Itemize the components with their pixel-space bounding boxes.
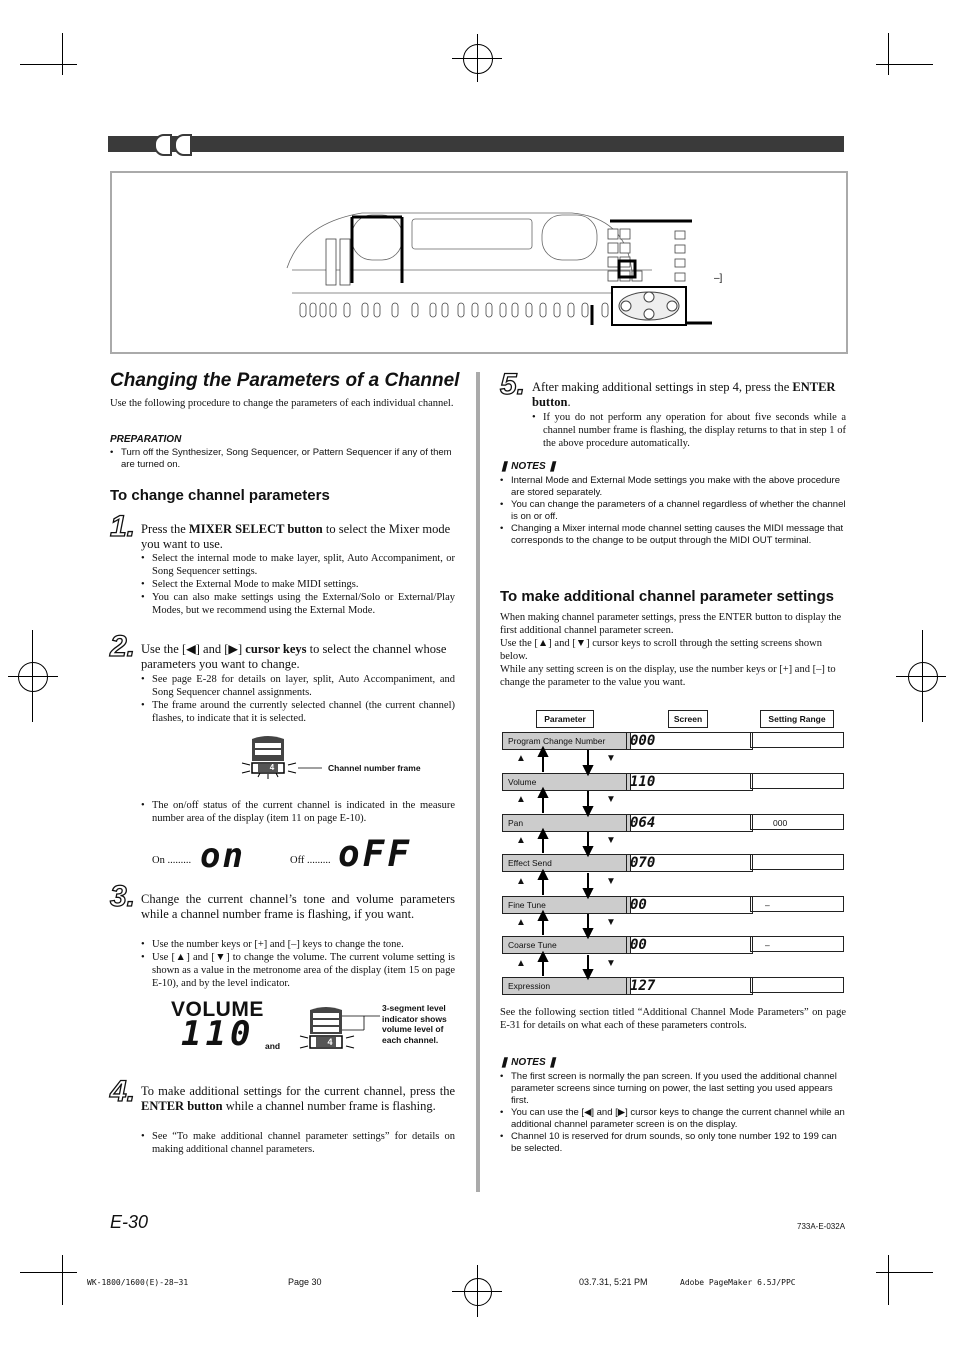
- level-frame-number: 4: [327, 1037, 333, 1047]
- additional-paragraph: Use the [▲] and [▼] cursor keys to scroll through the setting screens shown below.: [500, 638, 823, 662]
- down-arrow-icon: ▼: [606, 835, 616, 846]
- step-2-bullet: • See page E-28 for details on layer, split, Auto Accompaniment, and Song Sequencer channel assignments.: [141, 673, 455, 699]
- volume-label: VOLUME: [171, 998, 264, 1021]
- down-arrow-icon: ▼: [606, 958, 616, 969]
- step-2-bullet: • The frame around the currently selected channel (the current channel) flashes, to indicate that it is selected.: [141, 699, 455, 725]
- footer-app: Adobe PageMaker 6.5J/PPC: [680, 1278, 796, 1287]
- on-lcd: on: [200, 836, 245, 876]
- page-number: E-30: [110, 1212, 149, 1232]
- param-name-cell: Fine Tune: [502, 896, 631, 914]
- param-range-cell: 000: [750, 814, 844, 830]
- and-label: and: [265, 1041, 281, 1051]
- header-screen: Screen: [668, 710, 708, 728]
- param-range-cell: –: [750, 936, 844, 952]
- page-title: Changing the Parameters of a Channel: [110, 370, 460, 391]
- param-name-cell: Program Change Number: [502, 732, 631, 750]
- param-name-cell: Pan: [502, 814, 631, 832]
- level-indicator-graphic: [294, 1004, 384, 1056]
- notes-1-item: • Changing a Mixer internal mode channel setting causes the MIDI message that corresponds to the change to be output through the MIDI OUT terminal.: [500, 523, 846, 547]
- notes-1-label-text: NOTES: [511, 461, 546, 472]
- step-1-bullets: [141, 552, 455, 617]
- step-2-bold: cursor keys: [245, 642, 307, 656]
- up-arrow-icon: ▲: [516, 753, 526, 764]
- notes-1-item: • You can change the parameters of a channel regardless of whether the channel is on or off.: [500, 499, 846, 523]
- step-3-text: Change the current channel’s tone and volume parameters while a channel number frame is flashing, if you want.: [141, 892, 455, 921]
- notes-2-item: • The first screen is normally the pan screen. If you used the additional channel parameter screens since turning on power, the last setting you used appears first.: [500, 1071, 846, 1107]
- footer-page: Page 30: [288, 1277, 322, 1287]
- step-5-bullet: • If you do not perform any operation for about five seconds while a channel number frame is flashing, the display returns to that in step 1 of the above procedure automatically.: [532, 411, 846, 450]
- keyboard-illustration: [112, 173, 846, 352]
- param-screen-cell: 00: [626, 896, 753, 914]
- additional-paragraphs: [500, 611, 846, 689]
- param-name-cell: Volume: [502, 773, 631, 791]
- param-screen-cell: 070: [626, 854, 753, 872]
- step-5-post: .: [567, 395, 571, 409]
- step-2-bullet: • The on/off status of the current channel is indicated in the measure number area of the display (item 11 on page E-10).: [141, 799, 455, 825]
- step-2-text: [141, 642, 455, 672]
- volume-lcd: 110: [181, 1014, 255, 1054]
- step-5-text: [532, 380, 846, 410]
- step-2-bullets-2: [141, 799, 455, 825]
- step-3-bullet: • Use [▲] and [▼] to change the volume. The current volume setting is shown as a value in the metronome area of the display (item 15 on page E-10), and by the level indicator.: [141, 951, 455, 990]
- notes-2-item: • You can use the [◀] and [▶] cursor keys to change the current channel while an additional channel parameter screen is on the display.: [500, 1107, 846, 1131]
- param-range-cell: –: [750, 896, 844, 912]
- header-tab: [174, 134, 192, 156]
- notes-2-item: • Channel 10 is reserved for drum sounds, so only tone number 192 to 199 can be selected.: [500, 1131, 846, 1155]
- step-5-bold: ENTER button: [532, 380, 836, 409]
- column-divider: [476, 372, 480, 1192]
- param-name-cell: Expression: [502, 977, 631, 995]
- notes-1-label: ❚ NOTES ❚: [500, 461, 557, 472]
- step-3-bullets: [141, 938, 455, 990]
- channel-frame-number: 4: [269, 763, 275, 772]
- subhead-change-channel: To change channel parameters: [110, 487, 330, 504]
- notes-1-list: [500, 475, 846, 547]
- param-screen-cell: 064: [626, 814, 753, 832]
- step-4-number: 4.: [110, 1075, 136, 1108]
- down-arrow-icon: ▼: [606, 794, 616, 805]
- additional-paragraph: While any setting screen is on the display, use the number keys or [+] and [–] to change the parameter to the value you want.: [500, 664, 836, 688]
- subhead-additional-settings: To make additional channel parameter settings: [500, 588, 834, 605]
- step-2-post: to select the channel whose parameters you want to change.: [141, 642, 447, 671]
- header-bar: [108, 136, 844, 152]
- up-arrow-icon: ▲: [516, 835, 526, 846]
- step-4-bullet: • See “To make additional channel parameter settings” for details on making additional channel parameters.: [141, 1130, 455, 1156]
- down-arrow-icon: ▼: [606, 876, 616, 887]
- step-4-pre: To make additional settings for the current channel, press the: [141, 1084, 455, 1098]
- step-4-bold: ENTER button: [141, 1099, 223, 1113]
- up-arrow-icon: ▲: [516, 958, 526, 969]
- step-1-bullet: • Select the External Mode to make MIDI settings.: [141, 578, 455, 591]
- param-screen-cell: 127: [626, 977, 753, 995]
- indicator-note: 3-segment level indicator shows volume level of each channel.: [382, 1003, 447, 1045]
- step-5-pre: After making additional settings in step 4, press the: [532, 380, 793, 394]
- preparation-label: PREPARATION: [110, 434, 182, 445]
- param-screen-cell: 110: [626, 773, 753, 791]
- footer-date: 03.7.31, 5:21 PM: [579, 1277, 648, 1287]
- step-5-bullets: [532, 411, 846, 450]
- step-4-bullets: [141, 1130, 455, 1156]
- notes-2-list: [500, 1071, 846, 1155]
- step-5-number: 5.: [500, 368, 526, 401]
- header-setting-range: Setting Range: [760, 710, 834, 728]
- header-tab: [154, 134, 172, 156]
- keyboard-panel-diagram: [110, 171, 848, 354]
- on-label: On .........: [152, 855, 192, 866]
- additional-paragraph: When making channel parameter settings, press the ENTER button to display the first additional channel parameter screen.: [500, 612, 842, 636]
- off-label: Off .........: [290, 855, 331, 866]
- scroll-arrows: [500, 708, 846, 998]
- step-1-bullet: • Select the internal mode to make layer, split, Auto Accompaniment, or Song Sequencer settings.: [141, 552, 455, 578]
- down-arrow-icon: ▼: [606, 917, 616, 928]
- see-following-text: See the following section titled “Additional Channel Mode Parameters” on page E-31 for details on what each of these parameters controls.: [500, 1007, 846, 1031]
- step-1-post: to select the Mixer mode you want to use.: [141, 522, 451, 551]
- channel-frame-label: Channel number frame: [328, 763, 421, 773]
- notes-1-item: • Internal Mode and External Mode settings you make with the above procedure are stored separately.: [500, 475, 846, 499]
- param-name-cell: Coarse Tune: [502, 936, 631, 954]
- step-1-number: 1.: [110, 510, 136, 543]
- step-1-pre: Press the: [141, 522, 189, 536]
- notes-2-label-text: NOTES: [511, 1057, 546, 1068]
- footer-file: WK-1800/1600(E)-28~31: [87, 1278, 189, 1287]
- doc-code: 733A-E-032A: [797, 1222, 846, 1231]
- step-1-bold: MIXER SELECT button: [188, 522, 323, 536]
- channel-frame-graphic: [238, 733, 322, 781]
- down-arrow-icon: ▼: [606, 753, 616, 764]
- up-arrow-icon: ▲: [516, 794, 526, 805]
- step-1-bullet: • You can also make settings using the External/Solo or External/Play Modes, but we recommend using the External Mode.: [141, 591, 455, 617]
- off-lcd: oFF: [338, 834, 413, 875]
- intro-text: Use the following procedure to change the parameters of each individual channel.: [110, 398, 454, 409]
- header-parameter: Parameter: [536, 710, 594, 728]
- up-arrow-icon: ▲: [516, 876, 526, 887]
- step-2-bullets: [141, 673, 455, 725]
- level-indicator-illustration: [294, 1004, 384, 1056]
- up-arrow-icon: ▲: [516, 917, 526, 928]
- step-2-number: 2.: [110, 630, 136, 663]
- step-1-text: [141, 522, 455, 552]
- step-2-pre: Use the [◀] and [▶]: [141, 642, 246, 656]
- step-3-number: 3.: [110, 880, 136, 913]
- notes-2-label: ❚ NOTES ❚: [500, 1057, 557, 1068]
- preparation-item: • Turn off the Synthesizer, Song Sequencer, or Pattern Sequencer if any of them are turned on.: [110, 447, 455, 471]
- diagram-bracket-label: –]: [714, 273, 723, 284]
- step-4-text: [141, 1084, 455, 1114]
- param-name-cell: Effect Send: [502, 854, 631, 872]
- step-3-bullet: • Use the number keys or [+] and [–] keys to change the tone.: [141, 938, 455, 951]
- step-4-post: while a channel number frame is flashing.: [222, 1099, 436, 1113]
- param-screen-cell: 00: [626, 936, 753, 954]
- channel-frame-illustration: [238, 733, 322, 781]
- parameter-table: [500, 708, 846, 998]
- param-screen-cell: 000: [626, 732, 753, 750]
- preparation-list: [110, 447, 455, 471]
